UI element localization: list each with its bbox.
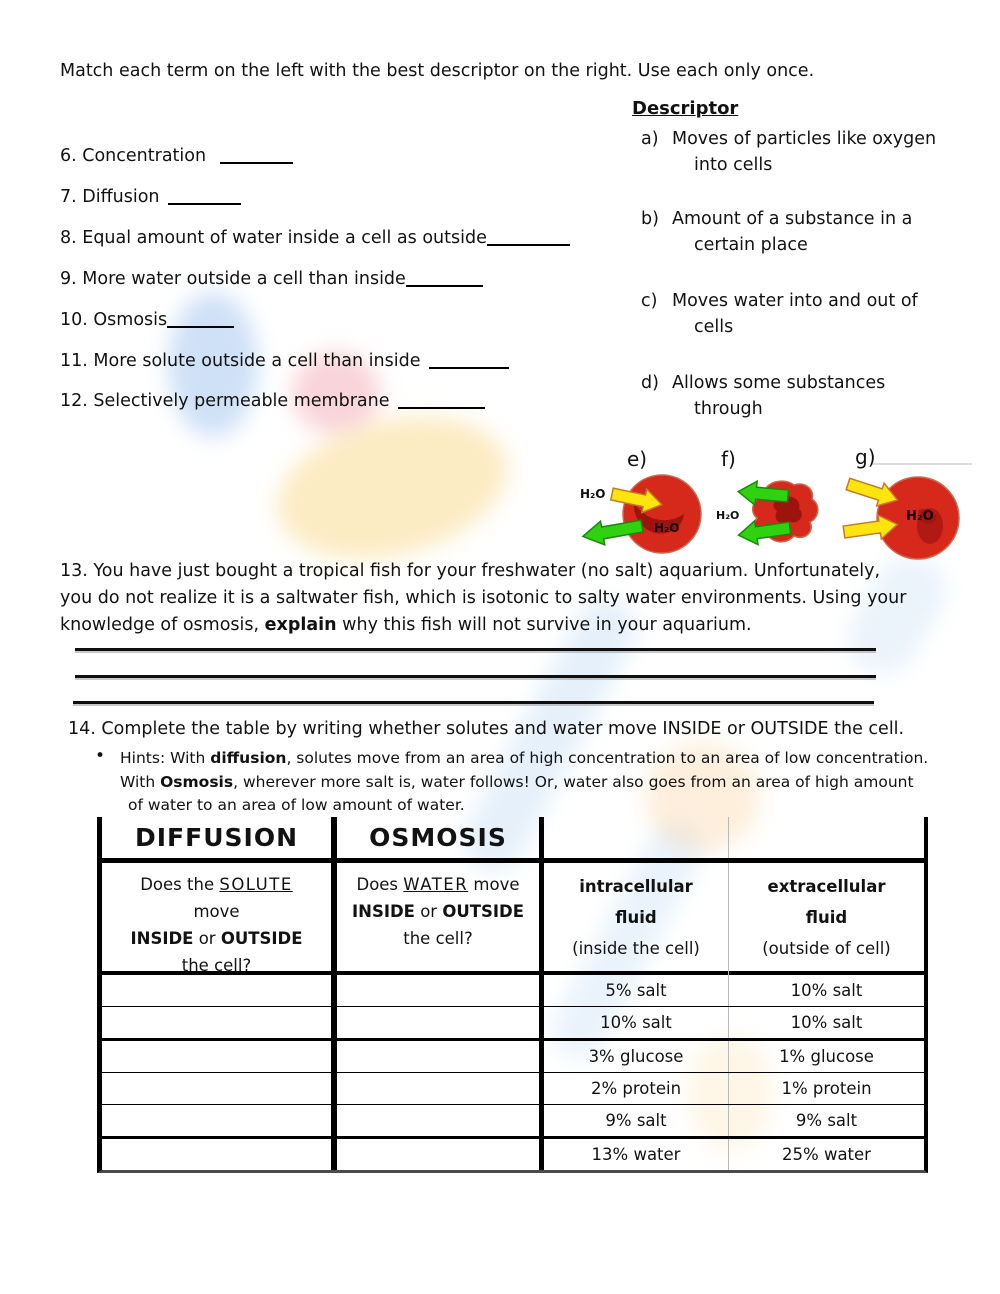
answer-blank[interactable] <box>406 270 483 287</box>
subheader-bold: OUTSIDE <box>442 902 524 921</box>
term-concentration <box>60 145 293 168</box>
intracellular-value: 2% protein <box>544 1073 729 1104</box>
term-isotonic <box>60 227 570 250</box>
descriptor-item-c <box>641 288 918 340</box>
h2o-label: H₂O <box>580 487 606 501</box>
subheader-osmosis <box>337 863 544 979</box>
descriptor-letter: d) <box>641 373 659 393</box>
table-row <box>102 1007 924 1041</box>
hint-text: , wherever more salt is, water follows! Or, water also goes from an area of high amount <box>233 772 914 791</box>
table-row <box>102 1105 924 1139</box>
subheader-line: the cell? <box>181 956 252 975</box>
intracellular-value: 5% salt <box>544 975 729 1006</box>
extracellular-value: 1% protein <box>781 1079 872 1098</box>
intracellular-value: 9% salt <box>544 1105 729 1136</box>
answer-cell-osmosis[interactable] <box>337 1073 544 1104</box>
descriptor-letter: b) <box>641 209 659 229</box>
term-hypotonic <box>60 268 483 291</box>
q13-line: 13. You have just bought a tropical fish for your freshwater (no salt) aquarium. Unfortunately, <box>60 561 881 581</box>
subheader-line: (inside the cell) <box>572 939 700 958</box>
q13-line: you do not realize it is a saltwater fish, which is isotonic to salty water environments. Using your <box>60 588 907 608</box>
subheader-text: move <box>468 875 520 894</box>
descriptor-heading: Descriptor <box>632 98 739 119</box>
q13-line <box>60 612 955 639</box>
table-row <box>102 975 924 1007</box>
answer-blank[interactable] <box>168 188 241 205</box>
column-header-empty <box>729 817 924 858</box>
answer-cell-diffusion[interactable] <box>102 1105 337 1136</box>
descriptor-line: Moves water into and out of <box>672 291 918 311</box>
hint-line <box>120 771 950 795</box>
term-osmosis <box>60 309 234 332</box>
descriptor-item-d <box>641 370 885 422</box>
q13-text: knowledge of osmosis, <box>60 615 265 635</box>
red-cell-shape <box>623 475 701 553</box>
descriptor-letter: c) <box>641 291 658 311</box>
divider-line <box>872 463 972 465</box>
descriptor-line: Allows some substances <box>672 373 886 393</box>
subheader-line <box>140 871 293 898</box>
term-hypertonic <box>60 350 509 373</box>
answer-cell-osmosis[interactable] <box>337 1041 544 1072</box>
q13-text: why this fish will not survive in your aquarium. <box>336 615 752 635</box>
term-membrane <box>60 390 485 413</box>
term-label: 7. Diffusion <box>60 187 160 207</box>
extracellular-value: 25% water <box>782 1145 871 1164</box>
table-header-row <box>102 817 924 863</box>
hint-text: Hints: With <box>120 749 211 767</box>
answer-cell-diffusion[interactable] <box>102 1073 337 1104</box>
subheader-line: intracellular <box>579 877 693 896</box>
hint-line: of water to an area of low amount of water. <box>128 796 465 814</box>
answer-cell-osmosis[interactable] <box>337 1007 544 1038</box>
subheader-intracellular <box>544 863 729 979</box>
cell-figure-f <box>706 472 822 550</box>
descriptor-line: Moves of particles like oxygen <box>672 129 937 149</box>
answer-line[interactable] <box>75 648 876 651</box>
answer-blank[interactable] <box>220 147 293 164</box>
descriptor-text <box>672 370 885 422</box>
answer-cell-osmosis[interactable] <box>337 975 544 1006</box>
hint-line <box>120 747 950 771</box>
subheader-line: the cell? <box>403 929 473 948</box>
answer-blank[interactable] <box>487 229 570 246</box>
subheader-bold: INSIDE <box>352 902 415 921</box>
extracellular-value: 1% glucose <box>779 1047 874 1066</box>
answer-cell-diffusion[interactable] <box>102 1007 337 1038</box>
subheader-bold: OUTSIDE <box>220 929 303 948</box>
hint-text: , solutes move from an area of high concentration to an area of low concentration. <box>286 749 929 767</box>
term-label: 9. More water outside a cell than inside <box>60 269 406 289</box>
answer-cell-diffusion[interactable] <box>102 1139 337 1170</box>
subheader-text: or <box>193 929 221 948</box>
term-label: 12. Selectively permeable membrane <box>60 391 390 411</box>
descriptor-line: Amount of a substance in a <box>672 209 913 229</box>
term-label: 6. Concentration <box>60 146 207 166</box>
subheader-line: move <box>193 902 240 921</box>
term-diffusion <box>60 186 241 209</box>
descriptor-line: cells <box>694 317 734 337</box>
subheader-extracellular <box>729 863 924 979</box>
subheader-underlined: SOLUTE <box>219 875 293 894</box>
figure-label-g: g) <box>855 445 876 469</box>
cell-figure-e <box>572 468 708 556</box>
answer-blank[interactable] <box>429 352 509 369</box>
descriptor-text <box>672 126 936 178</box>
descriptor-text <box>672 206 912 258</box>
answer-line[interactable] <box>73 701 874 704</box>
subheader-underlined: WATER <box>403 875 469 894</box>
question-13 <box>60 558 955 639</box>
descriptor-line: into cells <box>694 155 773 175</box>
watermark-blob <box>262 394 523 582</box>
subheader-bold: INSIDE <box>130 929 194 948</box>
intracellular-value: 10% salt <box>544 1007 729 1038</box>
answer-blank[interactable] <box>398 392 485 409</box>
question-14-hints <box>120 747 950 818</box>
h2o-label: H₂O <box>716 509 740 522</box>
table-row <box>102 1073 924 1105</box>
subheader-line: (outside of cell) <box>762 939 891 958</box>
answer-cell-osmosis[interactable] <box>337 1139 544 1170</box>
table-subheader-row <box>102 863 924 975</box>
figure-label-f: f) <box>721 447 736 471</box>
subheader-line: extracellular <box>767 877 886 896</box>
subheader-line: fluid <box>805 908 848 927</box>
intracellular-value: 3% glucose <box>544 1041 729 1072</box>
descriptor-item-b <box>641 206 912 258</box>
q13-bold-word: explain <box>264 615 337 635</box>
column-header-osmosis: OSMOSIS <box>337 817 544 858</box>
answer-blank[interactable] <box>167 311 234 328</box>
h2o-label: H₂O <box>906 509 934 524</box>
h2o-label: H₂O <box>654 521 680 535</box>
matching-instruction: Match each term on the left with the best descriptor on the right. Use each only once. <box>60 61 815 81</box>
subheader-line <box>356 871 519 898</box>
table-row <box>102 1041 924 1073</box>
extracellular-value: 9% salt <box>795 1111 858 1130</box>
question-14-title: 14. Complete the table by writing whether solutes and water move INSIDE or OUTSIDE the cell. <box>68 719 905 739</box>
subheader-line <box>131 925 303 952</box>
answer-cell-osmosis[interactable] <box>337 1105 544 1136</box>
subheader-text: Does <box>356 875 404 894</box>
descriptor-line: certain place <box>694 235 808 255</box>
answer-cell-diffusion[interactable] <box>102 975 337 1006</box>
intracellular-value: 13% water <box>544 1139 729 1170</box>
hint-text: With <box>120 772 161 791</box>
bullet-icon: • <box>95 746 106 766</box>
hint-bold-word: diffusion <box>210 749 287 767</box>
column-header-diffusion: DIFFUSION <box>102 817 337 858</box>
table-row <box>102 1139 924 1170</box>
descriptor-line: through <box>694 399 763 419</box>
term-label: 11. More solute outside a cell than inside <box>60 351 421 371</box>
figure-label-e: e) <box>627 447 648 471</box>
extracellular-value: 10% salt <box>790 981 863 1000</box>
subheader-diffusion <box>102 863 337 979</box>
subheader-text: Does the <box>140 875 220 894</box>
term-label: 10. Osmosis <box>60 310 168 330</box>
subheader-line: fluid <box>615 908 657 927</box>
extracellular-value: 10% salt <box>790 1013 863 1032</box>
descriptor-item-a <box>641 126 936 178</box>
answer-line[interactable] <box>75 675 876 678</box>
osmosis-diffusion-table <box>97 817 928 1173</box>
column-header-empty <box>544 817 729 858</box>
subheader-line <box>352 898 524 925</box>
descriptor-letter: a) <box>641 129 659 149</box>
hint-bold-word: Osmosis <box>160 772 234 791</box>
subheader-text: or <box>414 902 443 921</box>
term-label: 8. Equal amount of water inside a cell as outside <box>60 228 487 248</box>
answer-cell-diffusion[interactable] <box>102 1041 337 1072</box>
cell-figure-g <box>842 468 962 563</box>
descriptor-text <box>672 288 918 340</box>
